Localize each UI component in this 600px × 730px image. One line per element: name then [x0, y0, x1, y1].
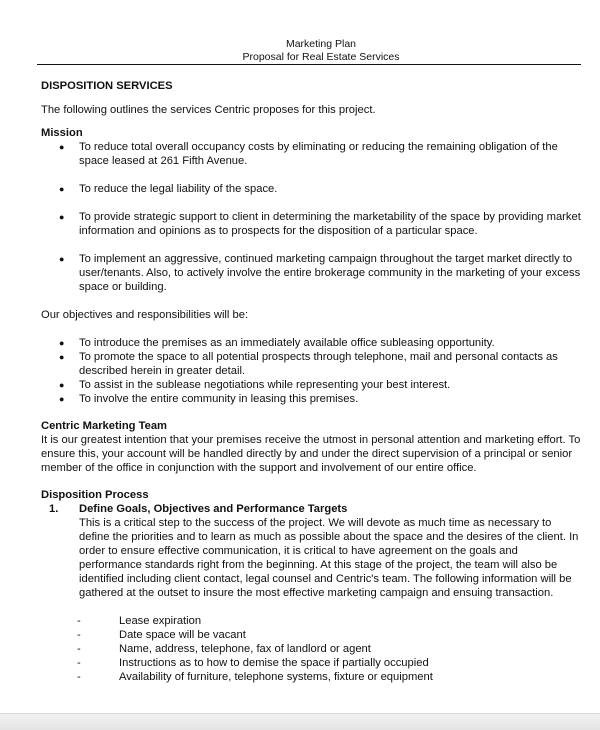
list-item: - Availability of furniture, telephone systems, fixture or equipment — [77, 671, 433, 683]
objectives-list — [41, 336, 581, 406]
list-item: - Date space will be vacant — [77, 629, 246, 641]
list-item: ● To assist in the sublease negotiations while representing your best interest. — [59, 379, 451, 391]
dash-marker: - — [77, 629, 81, 641]
marketing-team-heading: Centric Marketing Team — [41, 420, 167, 432]
header-divider — [37, 64, 581, 65]
document-subtitle: Proposal for Real Estate Services — [242, 51, 400, 63]
bullet-icon: ● — [59, 380, 65, 390]
dash-marker: - — [77, 671, 81, 683]
document-page — [41, 38, 581, 684]
list-item: - Instructions as to how to demise the space if partially occupied — [77, 657, 429, 669]
step-number: 1. — [49, 503, 59, 515]
list-item: ● To promote the space to all potential prospects through telephone, mail and personal contacts as described herein in greater detail. — [59, 351, 558, 377]
step-title: Define Goals, Objectives and Performance Targets — [79, 503, 348, 515]
list-item: ● To provide strategic support to client in determining the marketability of the space by providing market information and opinions as to prospects for the disposition of a particular space. — [59, 211, 581, 237]
dash-marker: - — [77, 657, 81, 669]
mission-heading: Mission — [41, 127, 83, 139]
bullet-icon: ● — [59, 254, 65, 264]
dash-marker: - — [77, 615, 81, 627]
list-item: ● To involve the entire community in leasing this premises. — [59, 393, 359, 405]
mission-list — [41, 140, 581, 294]
info-list — [41, 614, 581, 684]
dash-marker: - — [77, 643, 81, 655]
bullet-icon: ● — [59, 184, 65, 194]
list-item: ● To implement an aggressive, continued marketing campaign throughout the target market directly to user/tenants. Also, to actively involve the entire brokerage community in the marketing of your excess space or building. — [59, 253, 581, 293]
process-heading: Disposition Process — [41, 489, 149, 501]
document-title: Marketing Plan — [285, 38, 357, 50]
marketing-team-body: It is our greatest intention that your premises receive the utmost in personal attention and marketing effort. To ensure this, your account will be handled directly by and under the direct supervision of a principal or senior member of the office in conjunction with the support and involvement of our entire office. — [41, 434, 581, 474]
section-heading-disposition-services: DISPOSITION SERVICES — [41, 80, 173, 92]
document-header — [61, 38, 581, 64]
list-item: ● To introduce the premises as an immediately available office subleasing opportunity. — [59, 337, 495, 349]
page-bottom-edge — [0, 713, 600, 730]
process-step-1 — [41, 502, 581, 516]
bullet-icon: ● — [59, 394, 65, 404]
services-intro: The following outlines the services Centric proposes for this project. — [41, 104, 376, 116]
bullet-icon: ● — [59, 142, 65, 152]
bullet-icon: ● — [59, 352, 65, 362]
step-body: This is a critical step to the success of the project. We will devote as much time as necessary to define the priorities and to learn as much as possible about the space and the desires of the client. In order to ensure effective communication, it is critical to have agreement on the goals and performance standards right from the beginning. At this stage of the project, the team will also be identified including client contact, legal counsel and Centric's team. The following information will be gathered at the outset to insure the most effective marketing campaign and ensuing transaction. — [79, 517, 579, 599]
list-item: - Lease expiration — [77, 615, 202, 627]
bullet-icon: ● — [59, 212, 65, 222]
list-item: - Name, address, telephone, fax of landlord or agent — [77, 643, 371, 655]
objectives-intro: Our objectives and responsibilities will be: — [41, 309, 249, 321]
list-item: ● To reduce total overall occupancy costs by eliminating or reducing the remaining obligation of the space leased at 261 Fifth Avenue. — [59, 141, 558, 167]
bullet-icon: ● — [59, 338, 65, 348]
list-item: ● To reduce the legal liability of the space. — [59, 183, 278, 195]
